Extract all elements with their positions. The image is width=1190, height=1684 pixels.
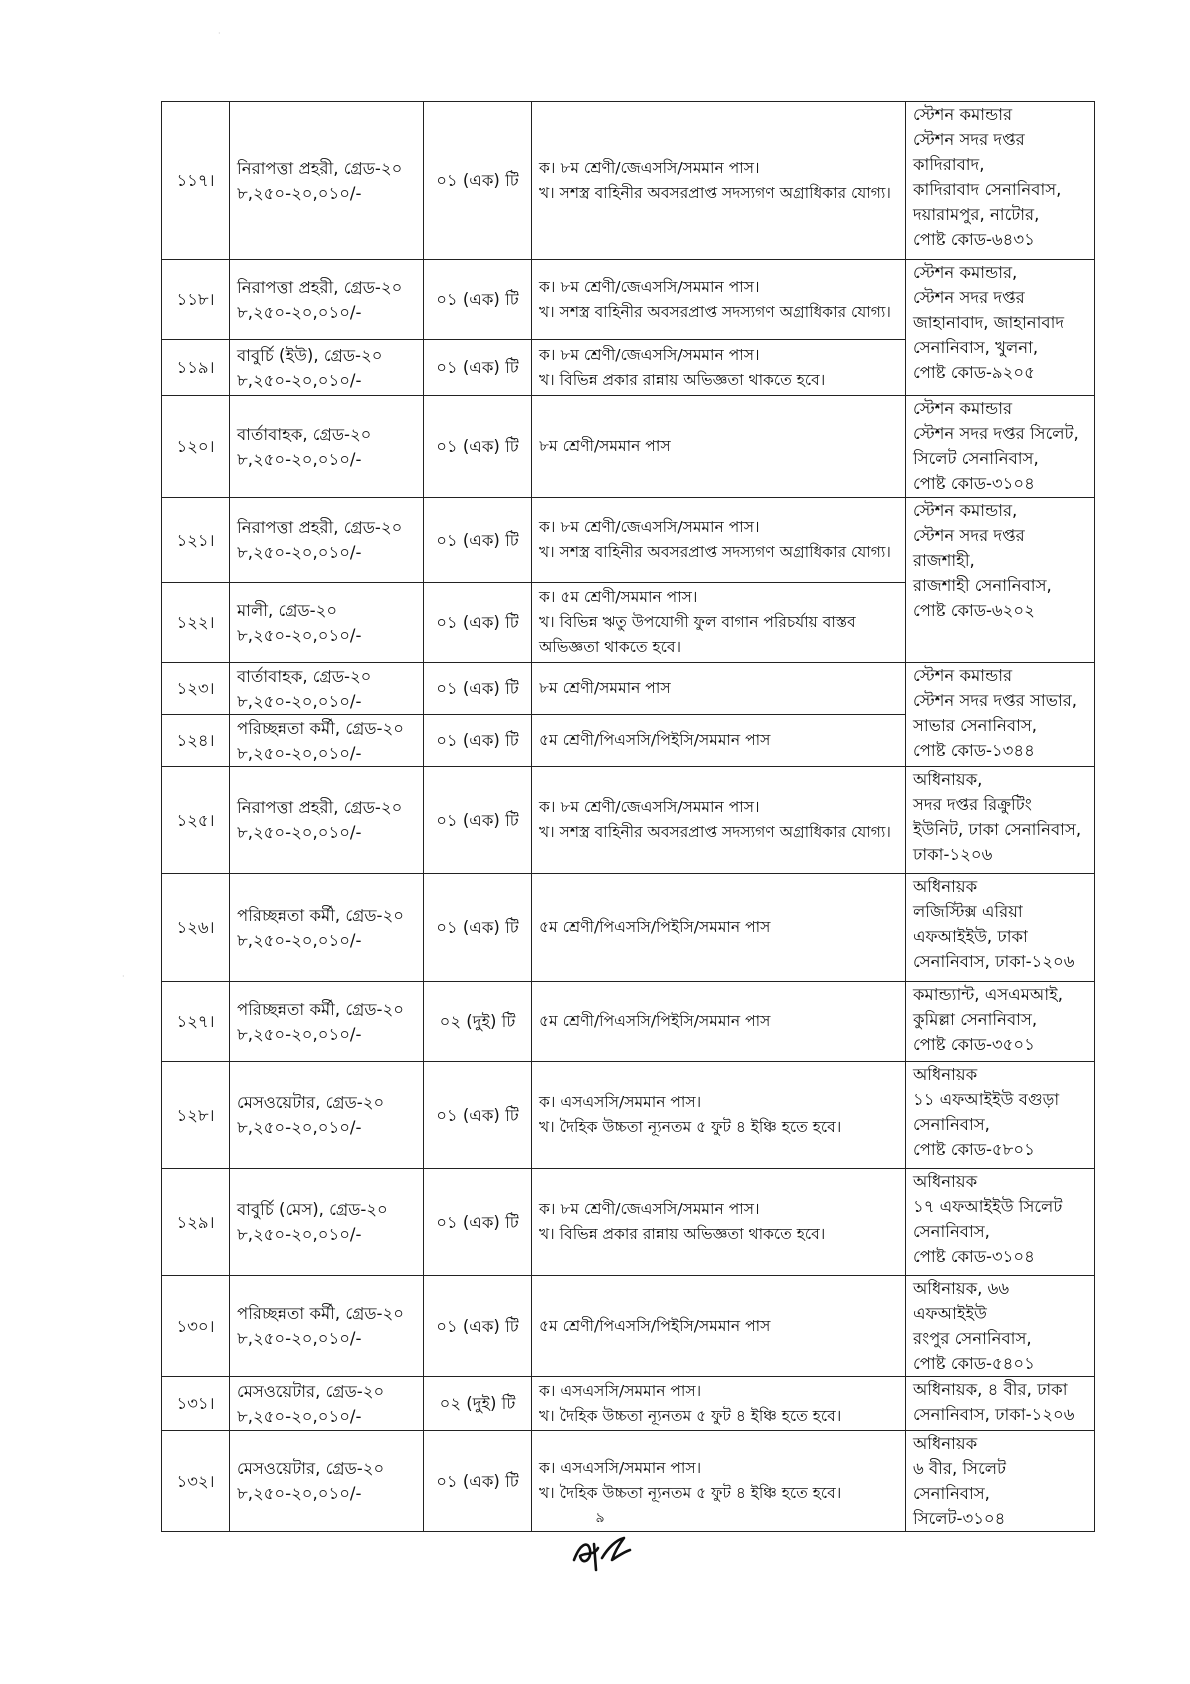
- pay-scale: ৮,২৫০-২০,০১০/-: [237, 302, 362, 322]
- table-row: [162, 982, 1095, 1062]
- qualification-line: ক। ৮ম শ্রেণী/জেএসসি/সমমান পাস।: [539, 1200, 760, 1218]
- qualification-line: খ। বিভিন্ন প্রকার রান্নায় অভিজ্ঞতা থাকতে হবে।: [539, 1225, 826, 1243]
- serial-cell: ১১৭।: [162, 102, 230, 260]
- address-line: পোষ্ট কোড-৬২০২: [913, 601, 1035, 620]
- address-cell: [906, 102, 1095, 260]
- address-line: স্টেশন কমান্ডার: [913, 666, 1013, 685]
- address-line: স্টেশন কমান্ডার,: [913, 501, 1018, 520]
- table-row: [162, 498, 1095, 583]
- post-name: মেসওয়েটার, গ্রেড-২০: [237, 1381, 385, 1401]
- pay-scale: ৮,২৫০-২০,০১০/-: [237, 449, 362, 469]
- serial-cell: ১১৮।: [162, 260, 230, 340]
- vacancy-count: ০১ (এক) টি: [424, 102, 532, 260]
- qualification-cell: [532, 663, 906, 715]
- address-line: রাজশাহী সেনানিবাস,: [913, 576, 1052, 595]
- serial-cell: ১২৬।: [162, 874, 230, 982]
- qualification-cell: [532, 396, 906, 498]
- serial-cell: ১২৮।: [162, 1062, 230, 1169]
- pay-scale: ৮,২৫০-২০,০১০/-: [237, 543, 362, 562]
- qualification-line: ক। ৮ম শ্রেণী/জেএসসি/সমমান পাস।: [539, 277, 760, 296]
- address-line: সেনানিবাস, ঢাকা-১২০৬: [913, 1405, 1075, 1424]
- post-name: মেসওয়েটার, গ্রেড-২০: [237, 1093, 385, 1112]
- table-row: [162, 260, 1095, 340]
- address-line: স্টেশন সদর দপ্তর: [913, 526, 1025, 545]
- address-line: স্টেশন সদর দপ্তর সিলেট,: [913, 424, 1079, 443]
- qualification-line: খ। সশস্ত্র বাহিনীর অবসরপ্রাপ্ত সদস্যগণ অগ্রাধিকার যোগ্য।: [539, 543, 891, 561]
- address-line: কুমিল্লা সেনানিবাস,: [913, 1010, 1038, 1029]
- qualification-line: খ। বিভিন্ন ঋতু উপযোগী ফুল বাগান পরিচর্যায় বাস্তব অভিজ্ঞতা থাকতে হবে।: [539, 613, 856, 656]
- post-name: বার্তাবাহক, গ্রেড-২০: [237, 666, 372, 686]
- address-line: পোষ্ট কোড-৬৪৩১: [913, 230, 1035, 249]
- address-line: সেনানিবাস,: [913, 1222, 990, 1241]
- address-line: সিলেট সেনানিবাস,: [913, 449, 1039, 468]
- post-name: নিরাপত্তা প্রহরী, গ্রেড-২০: [237, 158, 403, 178]
- post-cell: [230, 1062, 424, 1169]
- qualification-line: ৮ম শ্রেণী/সমমান পাস: [539, 437, 671, 455]
- qualification-line: ক। এসএসসি/সমমান পাস।: [539, 1093, 702, 1111]
- address-cell: [906, 874, 1095, 982]
- address-line: পোষ্ট কোড-৩১০৪: [913, 1247, 1035, 1266]
- post-name: নিরাপত্তা প্রহরী, গ্রেড-২০: [237, 277, 403, 297]
- address-line: রংপুর সেনানিবাস,: [913, 1329, 1032, 1348]
- table-row: [162, 1169, 1095, 1276]
- address-line: সেনানিবাস,: [913, 1115, 990, 1134]
- address-line: ঢাকা-১২০৬: [913, 845, 993, 864]
- qualification-line: খ। বিভিন্ন প্রকার রান্নায় অভিজ্ঞতা থাকতে হবে।: [539, 370, 826, 389]
- post-name: বার্তাবাহক, গ্রেড-২০: [237, 424, 372, 444]
- address-line: সাভার সেনানিবাস,: [913, 716, 1037, 735]
- serial-cell: ১২৫।: [162, 767, 230, 874]
- table-row: [162, 396, 1095, 498]
- scan-mark: ·: [122, 972, 125, 981]
- qualification-line: ক। ৮ম শ্রেণী/জেএসসি/সমমান পাস।: [539, 345, 760, 364]
- qualification-line: ৮ম শ্রেণী/সমমান পাস: [539, 679, 671, 697]
- qualification-cell: [532, 767, 906, 874]
- pay-scale: ৮,২৫০-২০,০১০/-: [237, 691, 362, 711]
- qualification-line: ক। ৮ম শ্রেণী/জেএসসি/সমমান পাস।: [539, 518, 760, 536]
- vacancy-count: ০১ (এক) টি: [424, 715, 532, 767]
- table-row: [162, 663, 1095, 715]
- post-cell: [230, 1431, 424, 1532]
- handwritten-signature: [568, 1530, 638, 1574]
- address-line: স্টেশন কমান্ডার: [913, 399, 1013, 418]
- pay-scale: ৮,২৫০-২০,০১০/-: [237, 1406, 362, 1426]
- qualification-cell: [532, 715, 906, 767]
- post-name: মেসওয়েটার, গ্রেড-২০: [237, 1459, 385, 1478]
- post-cell: [230, 498, 424, 583]
- qualification-cell: [532, 340, 906, 396]
- address-cell: [906, 767, 1095, 874]
- address-line: রাজশাহী,: [913, 551, 975, 570]
- qualification-cell: [532, 1377, 906, 1431]
- address-cell: [906, 1431, 1095, 1532]
- table-row: [162, 1377, 1095, 1431]
- qualification-line: ক। এসএসসি/সমমান পাস।: [539, 1459, 702, 1477]
- address-line: সেনানিবাস, ঢাকা-১২০৬: [913, 952, 1075, 971]
- vacancy-count: ০১ (এক) টি: [424, 874, 532, 982]
- qualification-cell: [532, 1169, 906, 1276]
- vacancy-count: ০১ (এক) টি: [424, 260, 532, 340]
- vacancy-count: ০২ (দুই) টি: [424, 1377, 532, 1431]
- address-cell: [906, 1062, 1095, 1169]
- pay-scale: ৮,২৫০-২০,০১০/-: [237, 1225, 362, 1244]
- pay-scale: ৮,২৫০-২০,০১০/-: [237, 743, 362, 763]
- post-name: বাবুর্চি (ইউ), গ্রেড-২০: [237, 345, 383, 365]
- serial-cell: ১৩২।: [162, 1431, 230, 1532]
- post-cell: [230, 340, 424, 396]
- post-cell: [230, 1169, 424, 1276]
- post-name: পরিচ্ছন্নতা কর্মী, গ্রেড-২০: [237, 1304, 404, 1323]
- address-line: পোষ্ট কোড-৫৪০১: [913, 1354, 1035, 1373]
- address-cell: [906, 982, 1095, 1062]
- address-line: দয়ারামপুর, নাটোর,: [913, 205, 1040, 224]
- page-number: ৯: [595, 1510, 605, 1526]
- address-line: জাহানাবাদ, জাহানাবাদ: [913, 313, 1065, 332]
- table-row: [162, 874, 1095, 982]
- address-line: অধিনায়ক: [913, 1434, 978, 1453]
- address-line: পোষ্ট কোড-৫৮০১: [913, 1140, 1035, 1159]
- address-line: স্টেশন কমান্ডার,: [913, 263, 1018, 282]
- address-line: ৬ বীর, সিলেট সেনানিবাস,: [913, 1459, 1006, 1503]
- post-name: পরিচ্ছন্নতা কর্মী, গ্রেড-২০: [237, 999, 404, 1019]
- qualification-line: ৫ম শ্রেণী/পিএসসি/পিইসি/সমমান পাস: [539, 1316, 771, 1335]
- post-cell: [230, 767, 424, 874]
- post-cell: [230, 583, 424, 663]
- pay-scale: ৮,২৫০-২০,০১০/-: [237, 1484, 362, 1503]
- pay-scale: ৮,২৫০-২০,০১০/-: [237, 1024, 362, 1044]
- qualification-cell: [532, 1062, 906, 1169]
- post-cell: [230, 1377, 424, 1431]
- table-row: [162, 1276, 1095, 1377]
- qualification-cell: [532, 260, 906, 340]
- qualification-line: ক। এসএসসি/সমমান পাস।: [539, 1381, 702, 1400]
- vacancy-count: ০১ (এক) টি: [424, 583, 532, 663]
- address-line: পোষ্ট কোড-৯২০৫: [913, 363, 1035, 382]
- address-line: সিলেট-৩১০৪: [913, 1509, 1006, 1528]
- qualification-cell: [532, 583, 906, 663]
- post-cell: [230, 1276, 424, 1377]
- post-name: পরিচ্ছন্নতা কর্মী, গ্রেড-২০: [237, 718, 404, 738]
- pay-scale: ৮,২৫০-২০,০১০/-: [237, 370, 362, 390]
- post-cell: [230, 715, 424, 767]
- pay-scale: ৮,২৫০-২০,০১০/-: [237, 1118, 362, 1137]
- pay-scale: ৮,২৫০-২০,০১০/-: [237, 823, 362, 842]
- post-name: নিরাপত্তা প্রহরী, গ্রেড-২০: [237, 798, 403, 817]
- qualification-line: খ। সশস্ত্র বাহিনীর অবসরপ্রাপ্ত সদস্যগণ অগ্রাধিকার যোগ্য।: [539, 823, 891, 841]
- address-line: অধিনায়ক, ৬৬ এফআইইউ: [913, 1279, 1010, 1323]
- qualification-line: ৫ম শ্রেণী/পিএসসি/পিইসি/সমমান পাস: [539, 1012, 771, 1030]
- address-line: কমান্ড্যান্ট, এসএমআই,: [913, 985, 1063, 1004]
- serial-cell: ১২৯।: [162, 1169, 230, 1276]
- address-line: স্টেশন সদর দপ্তর সাভার,: [913, 691, 1078, 710]
- pay-scale: ৮,২৫০-২০,০১০/-: [237, 625, 362, 645]
- address-line: কাদিরাবাদ সেনানিবাস,: [913, 180, 1062, 199]
- address-line: অধিনায়ক: [913, 877, 978, 896]
- post-cell: [230, 663, 424, 715]
- vacancy-count: ০১ (এক) টি: [424, 1276, 532, 1377]
- vacancy-count: ০১ (এক) টি: [424, 663, 532, 715]
- table-row: [162, 767, 1095, 874]
- address-line: ১১ এফআইইউ বগুড়া: [913, 1090, 1060, 1109]
- address-line: অধিনায়ক: [913, 1172, 978, 1191]
- pay-scale: ৮,২৫০-২০,০১০/-: [237, 930, 362, 950]
- address-line: স্টেশন কমান্ডার: [913, 105, 1013, 124]
- address-cell: [906, 1276, 1095, 1377]
- table-row: [162, 102, 1095, 260]
- address-cell: [906, 498, 1095, 663]
- vacancy-count: ০১ (এক) টি: [424, 1169, 532, 1276]
- serial-cell: ১১৯।: [162, 340, 230, 396]
- serial-cell: ১২৩।: [162, 663, 230, 715]
- pay-scale: ৮,২৫০-২০,০১০/-: [237, 1329, 362, 1348]
- qualification-line: ক। ৫ম শ্রেণী/সমমান পাস।: [539, 588, 698, 606]
- vacancy-table-body: [162, 102, 1095, 1532]
- serial-cell: ১২৭।: [162, 982, 230, 1062]
- serial-cell: ১২০।: [162, 396, 230, 498]
- vacancy-count: ০১ (এক) টি: [424, 1431, 532, 1532]
- qualification-line: ক। ৮ম শ্রেণী/জেএসসি/সমমান পাস।: [539, 158, 760, 177]
- address-line: কাদিরাবাদ,: [913, 155, 985, 174]
- post-name: বাবুর্চি (মেস), গ্রেড-২০: [237, 1200, 388, 1219]
- post-name: নিরাপত্তা প্রহরী, গ্রেড-২০: [237, 518, 403, 537]
- qualification-line: ক। ৮ম শ্রেণী/জেএসসি/সমমান পাস।: [539, 798, 760, 816]
- address-line: স্টেশন সদর দপ্তর: [913, 130, 1025, 149]
- address-line: সেনানিবাস, খুলনা,: [913, 338, 1039, 357]
- qualification-line: খ। সশস্ত্র বাহিনীর অবসরপ্রাপ্ত সদস্যগণ অগ্রাধিকার যোগ্য।: [539, 302, 891, 321]
- address-line: স্টেশন সদর দপ্তর: [913, 288, 1025, 307]
- address-line: সদর দপ্তর রিক্রুটিং: [913, 795, 1032, 814]
- table-row: [162, 1431, 1095, 1532]
- address-line: ইউনিট, ঢাকা সেনানিবাস,: [913, 820, 1082, 839]
- vacancy-count: ০১ (এক) টি: [424, 767, 532, 874]
- qualification-line: খ। দৈহিক উচ্চতা ন্যূনতম ৫ ফুট ৪ ইঞ্চি হতে হবে।: [539, 1406, 842, 1425]
- address-line: পোষ্ট কোড-৩৫০১: [913, 1035, 1035, 1054]
- qualification-cell: [532, 874, 906, 982]
- post-cell: [230, 874, 424, 982]
- vacancy-count: ০১ (এক) টি: [424, 1062, 532, 1169]
- serial-cell: ১২৪।: [162, 715, 230, 767]
- address-cell: [906, 1169, 1095, 1276]
- vacancy-count: ০২ (দুই) টি: [424, 982, 532, 1062]
- address-cell: [906, 396, 1095, 498]
- qualification-cell: [532, 982, 906, 1062]
- post-name: মালী, গ্রেড-২০: [237, 600, 338, 620]
- address-cell: [906, 1377, 1095, 1431]
- qualification-line: ৫ম শ্রেণী/পিএসসি/পিইসি/সমমান পাস: [539, 731, 771, 749]
- post-cell: [230, 102, 424, 260]
- serial-cell: ১৩০।: [162, 1276, 230, 1377]
- qualification-line: খ। দৈহিক উচ্চতা ন্যূনতম ৫ ফুট ৪ ইঞ্চি হতে হবে।: [539, 1118, 842, 1136]
- serial-cell: ১২১।: [162, 498, 230, 583]
- qualification-line: ৫ম শ্রেণী/পিএসসি/পিইসি/সমমান পাস: [539, 918, 771, 936]
- address-cell: [906, 260, 1095, 396]
- scan-mark: ·: [218, 29, 221, 38]
- vacancy-count: ০১ (এক) টি: [424, 340, 532, 396]
- post-cell: [230, 260, 424, 340]
- address-line: অধিনায়ক,: [913, 770, 983, 789]
- address-line: এফআইইউ, ঢাকা: [913, 927, 1028, 946]
- post-name: পরিচ্ছন্নতা কর্মী, গ্রেড-২০: [237, 905, 404, 925]
- qualification-cell: [532, 102, 906, 260]
- qualification-cell: [532, 498, 906, 583]
- post-cell: [230, 982, 424, 1062]
- address-line: পোষ্ট কোড-৩১০৪: [913, 474, 1035, 493]
- pay-scale: ৮,২৫০-২০,০১০/-: [237, 183, 362, 203]
- qualification-cell: [532, 1276, 906, 1377]
- qualification-line: খ। সশস্ত্র বাহিনীর অবসরপ্রাপ্ত সদস্যগণ অগ্রাধিকার যোগ্য।: [539, 183, 891, 202]
- table-row: [162, 1062, 1095, 1169]
- address-line: অধিনায়ক, ৪ বীর, ঢাকা: [913, 1380, 1068, 1399]
- serial-cell: ১৩১।: [162, 1377, 230, 1431]
- qualification-line: খ। দৈহিক উচ্চতা ন্যূনতম ৫ ফুট ৪ ইঞ্চি হতে হবে।: [539, 1484, 842, 1502]
- address-line: লজিস্টিক্স এরিয়া: [913, 902, 1023, 921]
- vacancy-table: [161, 101, 1095, 1532]
- address-line: পোষ্ট কোড-১৩৪৪: [913, 741, 1035, 760]
- serial-cell: ১২২।: [162, 583, 230, 663]
- address-line: ১৭ এফআইইউ সিলেট: [913, 1197, 1063, 1216]
- address-line: অধিনায়ক: [913, 1065, 978, 1084]
- post-cell: [230, 396, 424, 498]
- address-cell: [906, 663, 1095, 767]
- vacancy-count: ০১ (এক) টি: [424, 498, 532, 583]
- vacancy-count: ০১ (এক) টি: [424, 396, 532, 498]
